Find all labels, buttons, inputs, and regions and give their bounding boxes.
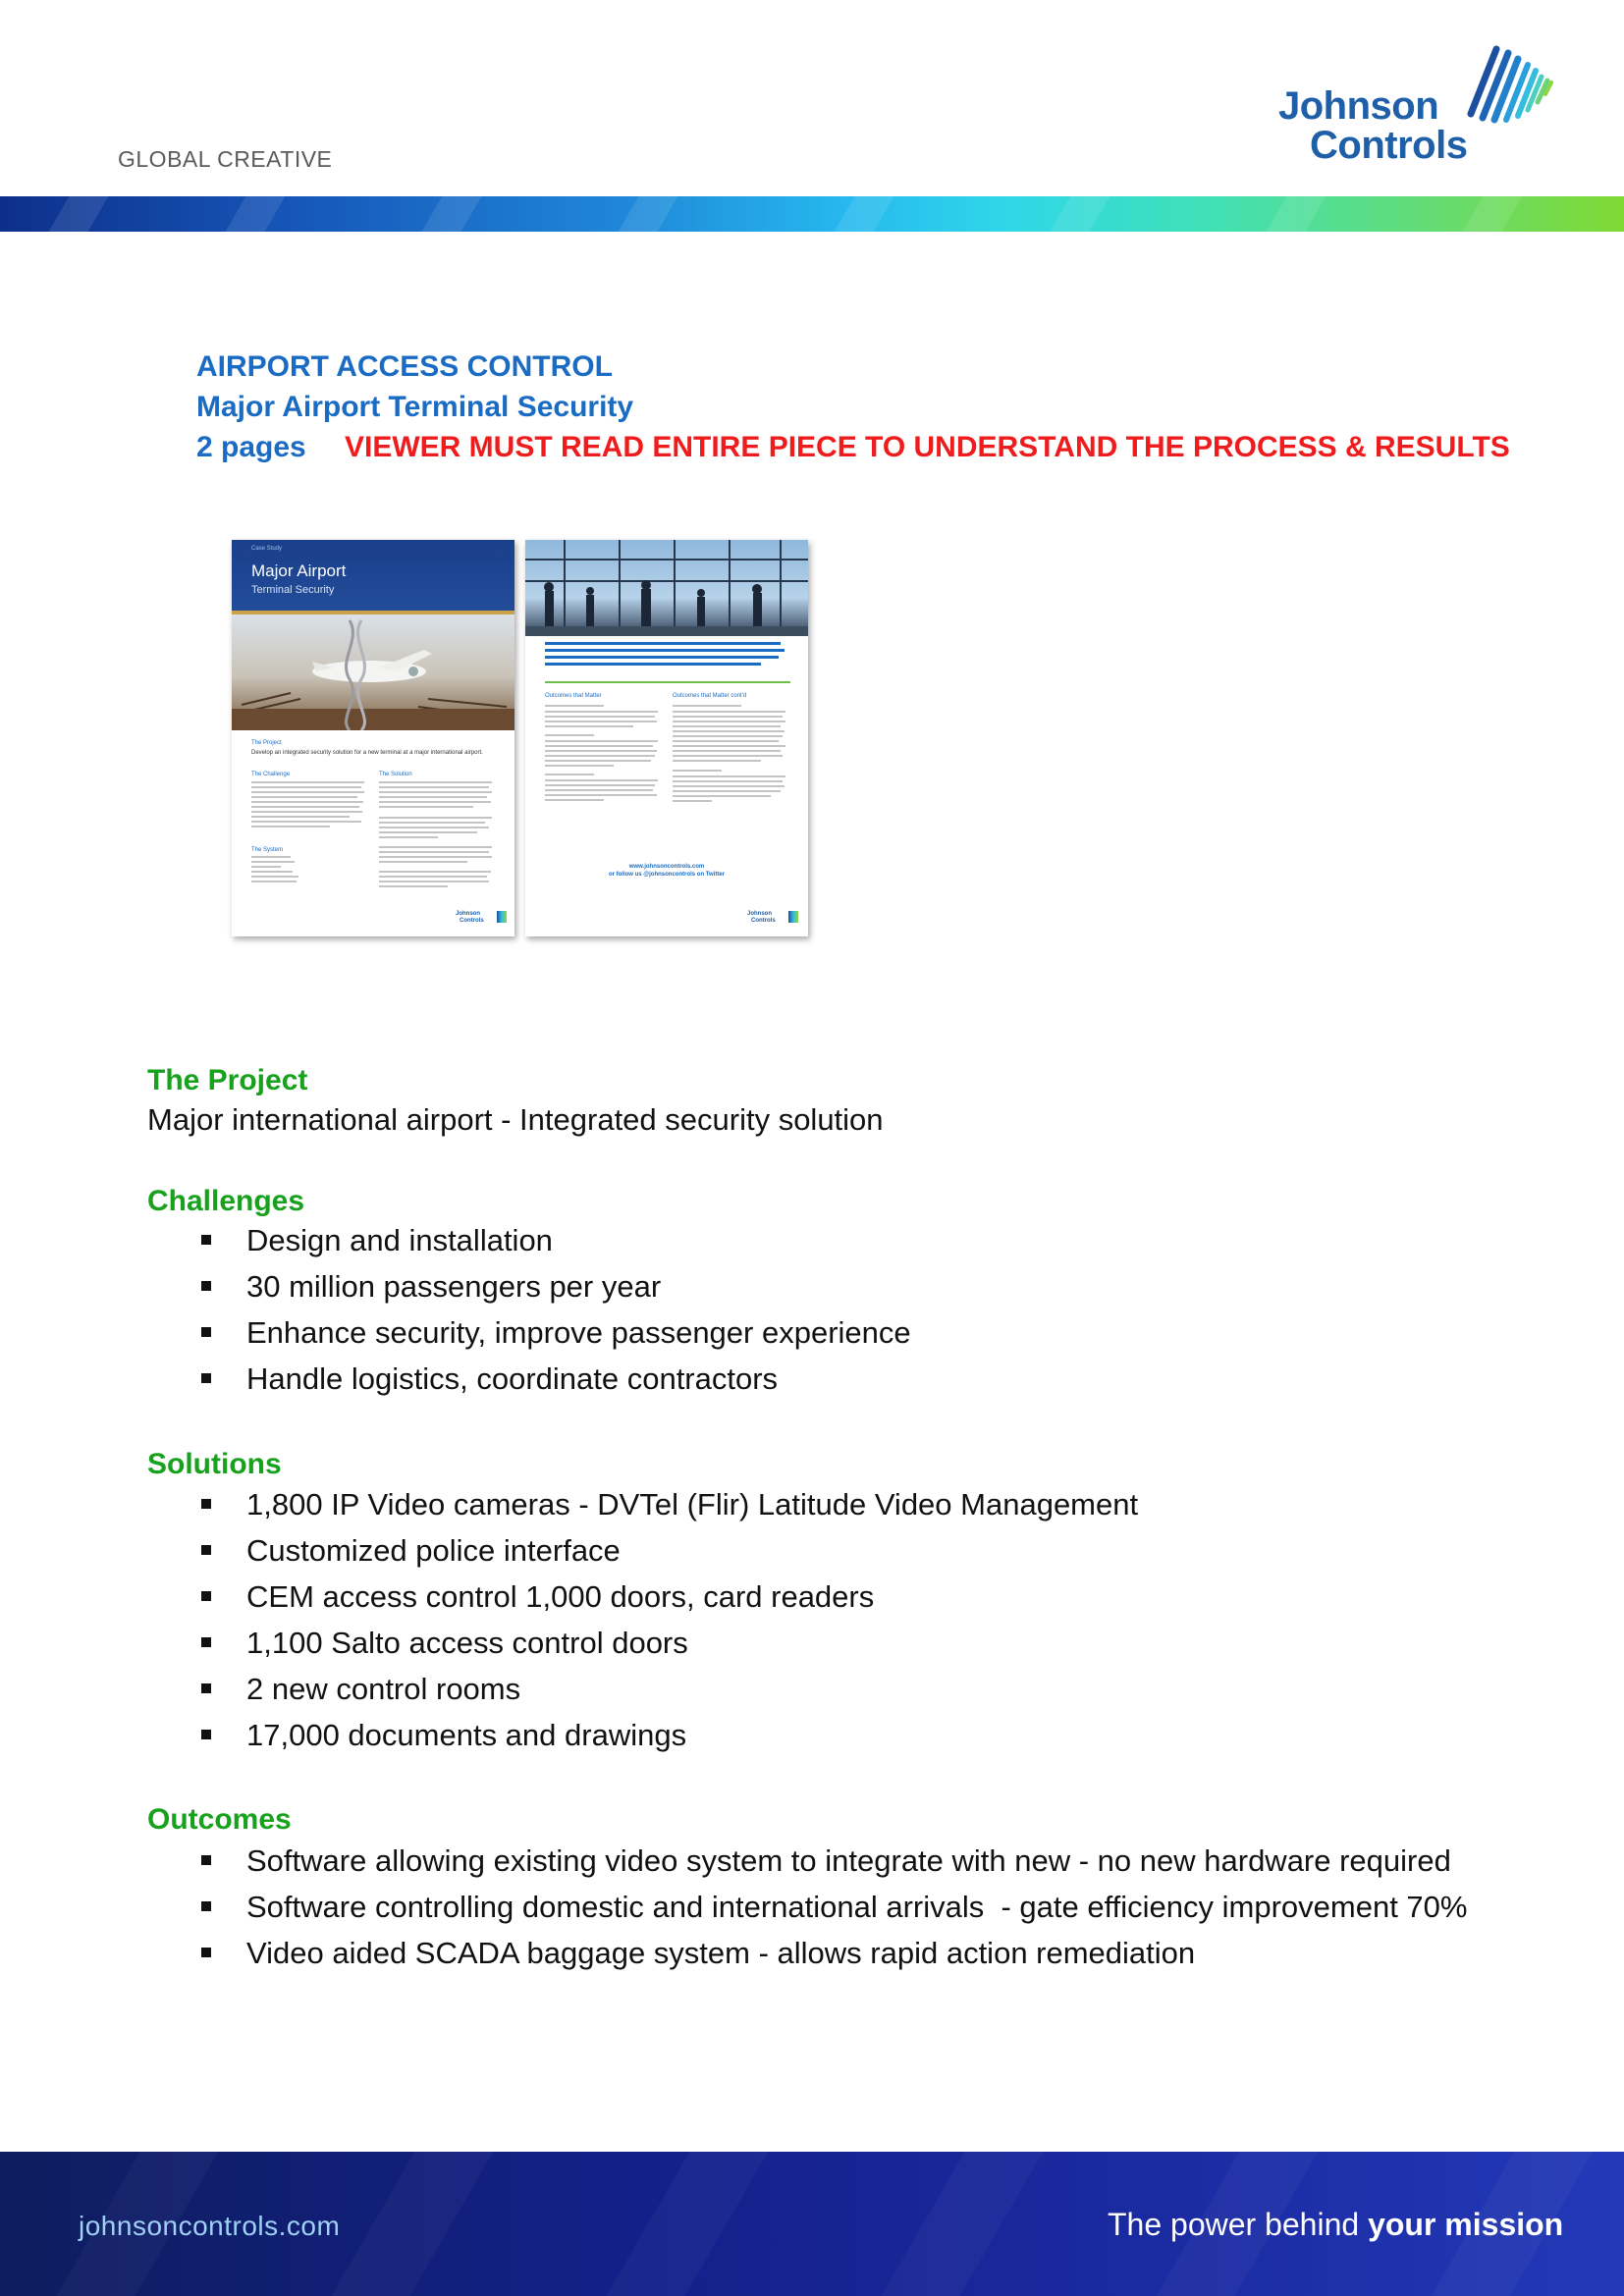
footer-tagline	[1108, 2207, 1563, 2243]
johnson-controls-logo	[1274, 43, 1549, 171]
list-item-text: 30 million passengers per year	[246, 1269, 662, 1304]
bullet-square-icon	[201, 1948, 211, 1957]
thumb1-logo-line2: Controls	[460, 918, 484, 924]
thumb1-logo-line1: Johnson	[456, 911, 480, 917]
list-item	[196, 1670, 1138, 1716]
thumb2-logo	[747, 911, 776, 925]
thumb1-logo-mark-icon	[497, 911, 507, 923]
list-item-text: 2 new control rooms	[246, 1672, 521, 1706]
bullet-square-icon	[201, 1373, 211, 1383]
document-subtitle: Major Airport Terminal Security	[196, 391, 634, 423]
thumb1-logo	[456, 911, 484, 925]
logo-word-controls: Controls	[1310, 124, 1468, 167]
solutions-list	[196, 1485, 1138, 1762]
case-study-thumbnail-page-1	[232, 540, 514, 936]
tagline-plain: The power behind	[1108, 2207, 1369, 2242]
thumb1-subtitle: Terminal Security	[251, 584, 335, 596]
list-item	[196, 1221, 911, 1267]
list-item-text: Video aided SCADA baggage system - allows rapid action remediation	[246, 1936, 1196, 1970]
list-item	[196, 1716, 1138, 1762]
list-item-text: CEM access control 1,000 doors, card readers	[246, 1579, 875, 1614]
footer-website: johnsoncontrols.com	[79, 2211, 341, 2241]
bullet-square-icon	[201, 1235, 211, 1245]
logo-word-johnson: Johnson	[1278, 84, 1439, 128]
list-item-text: 1,100 Salto access control doors	[246, 1626, 688, 1660]
thumb2-footer-url: www.johnsoncontrols.com	[628, 864, 705, 870]
thumb2-outcome-heading-1: Outcomes that Matter	[545, 693, 602, 699]
list-item	[196, 1313, 911, 1360]
case-study-thumbnail-page-2	[525, 540, 808, 936]
thumb1-project-text: Develop an integrated security solution for a new terminal at a major international airport.	[251, 750, 483, 756]
list-item	[196, 1624, 1138, 1670]
thumb2-outcome-heading-2: Outcomes that Matter cont'd	[673, 693, 747, 699]
list-item	[196, 1267, 911, 1313]
bullet-square-icon	[201, 1545, 211, 1555]
document-title: AIRPORT ACCESS CONTROL	[196, 350, 613, 383]
airport-terminal-photo	[232, 611, 514, 730]
list-item	[196, 1934, 1467, 1980]
tagline-bold: your mission	[1368, 2207, 1564, 2242]
thumb2-logo-line2: Controls	[751, 918, 776, 924]
list-item-text: 17,000 documents and drawings	[246, 1718, 687, 1752]
header-color-stripe	[0, 196, 1624, 232]
thumb2-quote-lines	[545, 642, 790, 691]
thumb1-title: Major Airport	[251, 561, 347, 580]
thumb2-footer-follow: or follow us @johnsoncontrols on Twitter	[608, 872, 726, 878]
project-text: Major international airport - Integrated security solution	[147, 1102, 884, 1137]
list-item	[196, 1888, 1467, 1934]
list-item-text: Handle logistics, coordinate contractors	[246, 1362, 779, 1396]
global-creative-label: GLOBAL CREATIVE	[118, 146, 333, 172]
bullet-square-icon	[201, 1637, 211, 1647]
page-count: 2 pages	[196, 431, 306, 463]
list-item	[196, 1531, 1138, 1577]
viewer-warning: VIEWER MUST READ ENTIRE PIECE TO UNDERSTAND THE PROCESS & RESULTS	[345, 431, 1510, 463]
thumb2-body-text-lines	[545, 705, 790, 852]
thumb1-tag: Case Study	[251, 546, 283, 552]
terminal-silhouette-photo	[525, 540, 808, 636]
bullet-square-icon	[201, 1901, 211, 1911]
list-item-text: Customized police interface	[246, 1533, 621, 1568]
thumb1-challenge-heading: The Challenge	[251, 772, 291, 777]
bullet-square-icon	[201, 1683, 211, 1693]
thumb1-solution-heading: The Solution	[379, 772, 412, 777]
list-item-text: Software allowing existing video system to integrate with new - no new hardware required	[246, 1843, 1451, 1878]
logo-swirl-icon	[1457, 43, 1555, 132]
bullet-square-icon	[201, 1327, 211, 1337]
list-item-text: Enhance security, improve passenger experience	[246, 1315, 911, 1350]
challenges-heading: Challenges	[147, 1185, 305, 1217]
list-item-text: 1,800 IP Video cameras - DVTel (Flir) Latitude Video Management	[246, 1487, 1139, 1522]
solutions-heading: Solutions	[147, 1448, 282, 1480]
outcomes-heading: Outcomes	[147, 1803, 292, 1836]
thumb1-system-heading: The System	[251, 847, 284, 853]
list-item	[196, 1842, 1467, 1888]
bullet-square-icon	[201, 1730, 211, 1739]
list-item-text: Software controlling domestic and international arrivals - gate efficiency improvement 70%	[246, 1890, 1468, 1924]
bullet-square-icon	[201, 1591, 211, 1601]
list-item	[196, 1577, 1138, 1624]
bullet-square-icon	[201, 1499, 211, 1509]
challenges-list	[196, 1221, 911, 1406]
thumb2-logo-line1: Johnson	[747, 911, 772, 917]
thumb1-project-heading: The Project	[251, 740, 282, 746]
outcomes-list	[196, 1842, 1467, 1980]
list-item	[196, 1485, 1138, 1531]
list-item	[196, 1360, 911, 1406]
project-heading: The Project	[147, 1064, 308, 1096]
thumb1-body-text-lines	[251, 781, 497, 919]
bullet-square-icon	[201, 1281, 211, 1291]
thumb2-logo-mark-icon	[788, 911, 798, 923]
bullet-square-icon	[201, 1855, 211, 1865]
list-item-text: Design and installation	[246, 1223, 553, 1257]
